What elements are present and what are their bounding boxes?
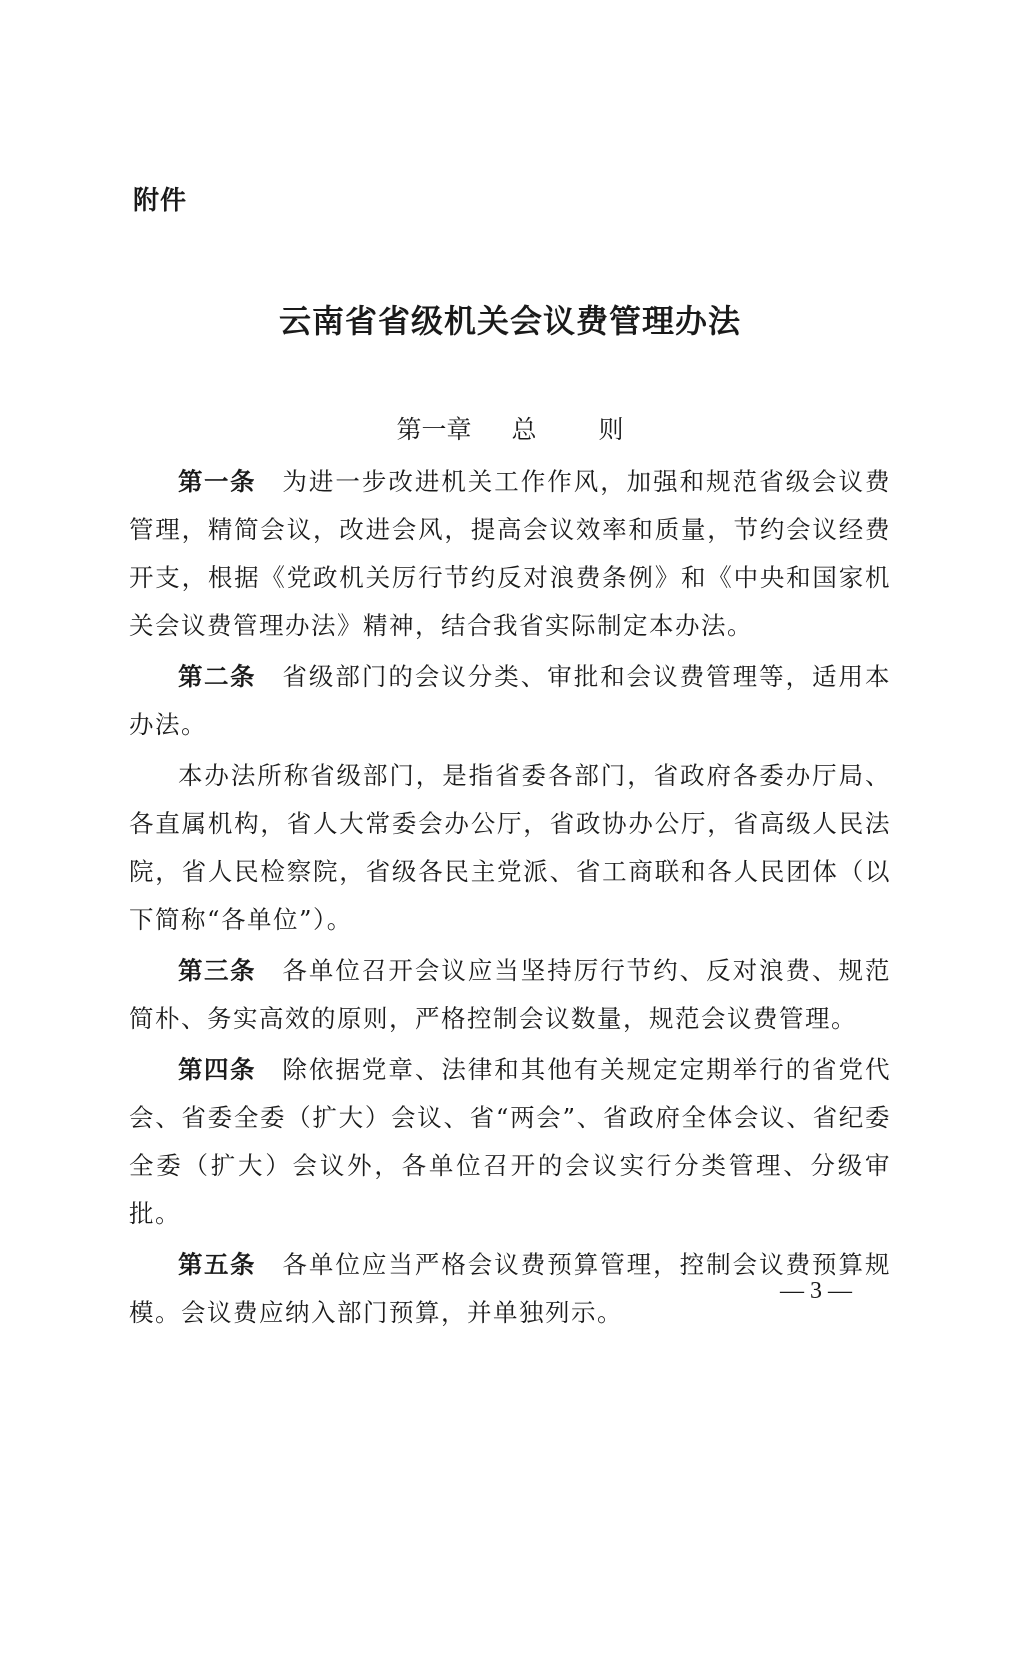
article-2 bbox=[129, 653, 891, 749]
document-title: 云南省省级机关会议费管理办法 bbox=[278, 302, 741, 340]
article-4 bbox=[129, 1046, 891, 1238]
attachment-label: 附件 bbox=[133, 186, 188, 216]
article-label: 第三条 bbox=[178, 956, 256, 985]
article-label: 第二条 bbox=[178, 662, 256, 691]
chapter-number: 第一章 bbox=[396, 415, 472, 444]
article-text: 省级部门的会议分类、审批和会议费管理等，适用本办法。 bbox=[129, 662, 892, 739]
article-text: 除依据党章、法律和其他有关规定定期举行的省党代会、省委全委（扩大）会议、省“两会”、省政府全体会议、省纪委全委（扩大）会议外，各单位召开的会议实行分类管理、分级审批。 bbox=[129, 1055, 892, 1228]
article-text: 为进一步改进机关工作作风，加强和规范省级会议费管理，精简会议，改进会风，提高会议效率和质量，节约会议经费开支，根据《党政机关厉行节约反对浪费条例》和《中央和国家机关会议费管理办法》精神，结合我省实际制定本办法。 bbox=[129, 467, 892, 640]
article-label: 第四条 bbox=[178, 1055, 256, 1084]
page-number: — 3 — bbox=[780, 1278, 852, 1304]
chapter-name-part1: 总 bbox=[511, 415, 537, 444]
article-label: 第五条 bbox=[178, 1250, 256, 1279]
body-text bbox=[129, 458, 891, 1340]
article-3 bbox=[129, 947, 891, 1043]
article-1 bbox=[129, 458, 891, 650]
chapter-heading bbox=[0, 410, 1020, 446]
article-5 bbox=[129, 1241, 891, 1337]
article-label: 第一条 bbox=[178, 467, 256, 496]
article-text: 各单位召开会议应当坚持厉行节约、反对浪费、规范简朴、务实高效的原则，严格控制会议数量，规范会议费管理。 bbox=[129, 956, 892, 1033]
article-text: 本办法所称省级部门，是指省委各部门，省政府各委办厅局、各直属机构，省人大常委会办公厅，省政协办公厅，省高级人民法院，省人民检察院，省级各民主党派、省工商联和各人民团体（以下简称“各单位”）。 bbox=[129, 761, 891, 934]
article-text: 各单位应当严格会议费预算管理，控制会议费预算规模。会议费应纳入部门预算，并单独列示。 bbox=[129, 1250, 892, 1327]
chapter-name-part2: 则 bbox=[598, 415, 624, 444]
article-2-paragraph-2 bbox=[129, 752, 891, 944]
